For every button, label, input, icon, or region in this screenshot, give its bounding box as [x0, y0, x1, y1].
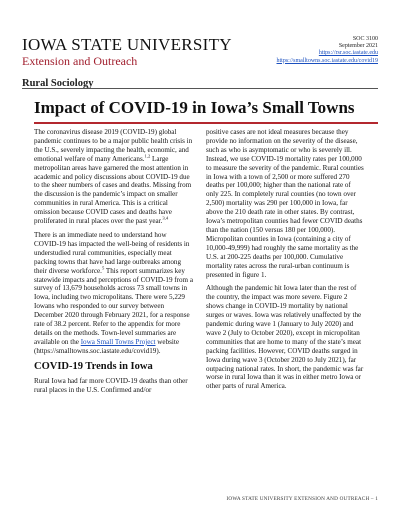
extension-outreach-label: Extension and Outreach [22, 54, 138, 68]
footnote-ref[interactable]: 5 [101, 265, 105, 271]
iowa-small-towns-project-link[interactable]: Iowa Small Towns Project [80, 337, 156, 346]
left-column [34, 128, 193, 399]
need-text-end: website (https://smalltowns.soc.iastate.edu/covid19). [34, 337, 179, 355]
university-wordmark: IOWA STATE UNIVERSITY [22, 35, 232, 54]
paragraph-intro [34, 128, 193, 226]
department-name: Rural Sociology [22, 78, 94, 89]
section-heading: COVID-19 Trends in Iowa [34, 360, 153, 372]
covid19-link[interactable]: https://smalltowns.soc.iastate.edu/covid19 [276, 57, 378, 64]
intro-text: The coronavirus disease 2019 (COVID-19) global pandemic continues to be a major public health crisis in the U.S., severely impacting the health, economic, and emotional welfare of many Americans. [34, 128, 193, 163]
page-footer: IOWA STATE UNIVERSITY EXTENSION AND OUTREACH – 1 [226, 496, 378, 502]
page-title: Impact of COVID-19 in Iowa’s Small Towns [34, 98, 355, 117]
document-meta [277, 36, 379, 65]
header-divider [22, 88, 378, 89]
footnote-ref[interactable]: 1,2 [144, 153, 151, 159]
header [22, 36, 378, 96]
title-underline [34, 122, 378, 124]
right-column [206, 128, 365, 396]
need-text: There is an immediate need to understand how COVID-19 has impacted the well-being of residents in understudied rural communities, especially meat packing towns that have had large outbreaks among their diverse workforce. [34, 230, 190, 275]
paragraph-need [34, 231, 193, 356]
footnote-ref[interactable]: 3,4 [162, 215, 169, 221]
paragraph-waves: Although the pandemic hit Iowa later than the rest of the country, the impact was more severe. Figure 2 shows change in COVID-19 mortality by national surges or waves. Iowa was relatively unaffected by the pandemic during wave 1 (January to July 2020) and wave 2 (July to October 2020), except in micropolitan communities that are home to many of the state’s meat packing facilities. However, COVID deaths surged in Iowa during wave 3 (October 2020 to July 2021), far outpacing national rates. In short, the pandemic was far worse in rural Iowa than it was in either metro Iowa or other parts of rural America. [206, 284, 364, 391]
paragraph-mortality: positive cases are not ideal measures because they provide no information on the severity of the disease, such as who is asymptomatic or who is severely ill. Instead, we use COVID-19 mortality rates per 100,000 to measure the severity of the pandemic. Rural counties in Iowa with a town of 2,500 or more suffered 270 deaths per 100,000; higher than the national rate of only 225. In completely rural counties (no town over 2,500) mortality was 290 per 100,000 in Iowa, far above the 210 death rate in other states. By contrast, Iowa’s metropolitan counties had fewer COVID deaths than the nation (150 versus 180 per 100,000). Micropolitan counties in Iowa (containing a city of 10,000-49,999) had roughly the same mortality as the U.S. at 200-225 deaths per 100,000. Cumulative mortality rates across the rural-urban continuum is presented in figure 1. [206, 128, 364, 279]
need-text-cont: This report summarizes key statewide impacts and perceptions of COVID-19 from a survey of 13,679 households across 73 small towns in Iowa, including two micropolitans. There were 5,229 Iowans who responded to our survey between December 2020 through February 2021, for a response rate of 38.2 percent. Refer to the appendix for more details on the methods. Town-level summaries are available on the [34, 266, 193, 346]
doc-code: SOC 3100 [352, 36, 378, 42]
paragraph-trends: Rural Iowa had far more COVID-19 deaths than other rural places in the U.S. Confirmed and/or [34, 376, 188, 394]
intro-text-cont: Large metropolitan areas have garnered the most attention in academic and policy discussions about COVID-19 due to the sheer numbers of cases and deaths. Missing from the discussion is the pandemic’s impact on smaller communities in rural America. This is a critical omission because COVID cases and deaths have proliferated in rural places over the past year. [34, 154, 192, 226]
publication-date: September 2021 [338, 43, 378, 50]
rsr-link[interactable]: https://rsr.soc.iastate.edu [318, 50, 378, 57]
